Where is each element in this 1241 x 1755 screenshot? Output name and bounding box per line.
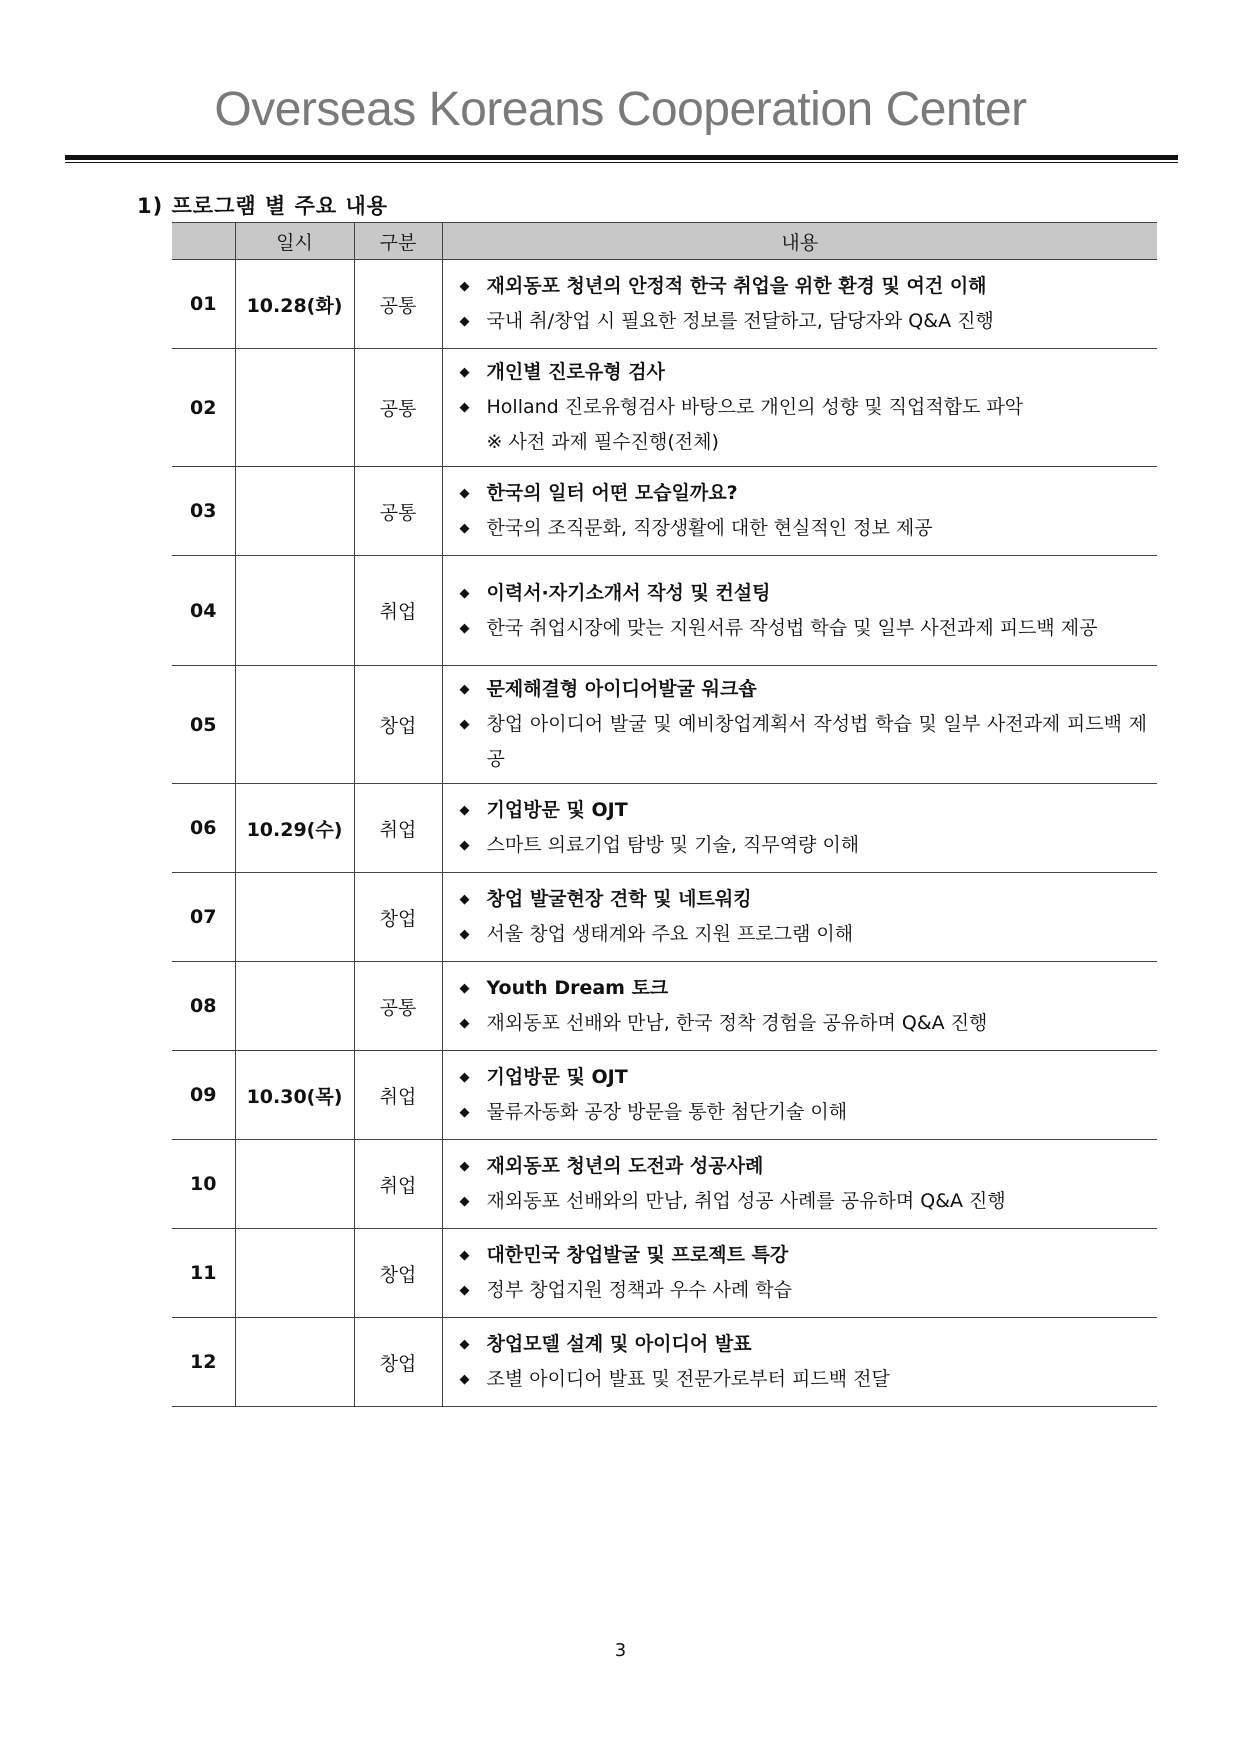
row-number: 09 [172,1051,235,1140]
row-date [235,666,354,784]
table-header-row [172,223,1157,260]
content-description [455,1095,1148,1130]
row-type: 취업 [354,784,442,873]
content-title [455,576,1148,611]
diamond-bullet-icon: ◆ [459,1372,470,1387]
table-row [172,260,1157,349]
row-content [442,1318,1157,1407]
content-description-text: 정부 창업지원 정책과 우수 사례 학습 [486,1279,793,1301]
row-date [235,1140,354,1229]
content-description-text: 창업 아이디어 발굴 및 예비창업계획서 작성법 학습 및 일부 사전과제 피드백 제공 [486,713,1147,770]
content-title [455,1060,1148,1095]
row-number: 04 [172,556,235,666]
content-title [455,476,1148,511]
diamond-bullet-icon: ◆ [459,682,470,697]
content-title-text: 재외동포 청년의 안정적 한국 취업을 위한 환경 및 여건 이해 [486,275,987,297]
diamond-bullet-icon: ◆ [459,927,470,942]
row-number: 11 [172,1229,235,1318]
diamond-bullet-icon: ◆ [459,1337,470,1352]
row-type: 창업 [354,1318,442,1407]
table-row [172,1140,1157,1229]
row-number: 07 [172,873,235,962]
diamond-bullet-icon: ◆ [459,1194,470,1209]
table-row [172,1318,1157,1407]
content-note [455,425,1148,460]
row-date [235,873,354,962]
content-note-text: ※ 사전 과제 필수진행(전체) [486,431,719,453]
content-description [455,917,1148,952]
content-description [455,390,1148,425]
diamond-bullet-icon: ◆ [459,803,470,818]
content-title-text: 한국의 일터 어떤 모습일까요? [486,482,738,504]
column-header-content: 내용 [442,223,1157,260]
content-title-text: 창업 발굴현장 견학 및 네트워킹 [486,888,752,910]
row-type: 창업 [354,666,442,784]
row-date: 10.30(목) [235,1051,354,1140]
row-type: 공통 [354,962,442,1051]
content-title [455,882,1148,917]
row-content [442,1140,1157,1229]
header-divider-thick [65,155,1178,160]
row-type: 창업 [354,1229,442,1318]
row-type: 창업 [354,873,442,962]
row-date: 10.28(화) [235,260,354,349]
table-row [172,1229,1157,1318]
row-date: 10.29(수) [235,784,354,873]
row-content [442,962,1157,1051]
content-description-text: 국내 취/창업 시 필요한 정보를 전달하고, 담당자와 Q&A 진행 [486,310,994,332]
row-number: 08 [172,962,235,1051]
content-description-text: 물류자동화 공장 방문을 통한 첨단기술 이해 [486,1101,848,1123]
diamond-bullet-icon: ◆ [459,400,470,415]
row-number: 12 [172,1318,235,1407]
content-description-text: 재외동포 선배와 만남, 한국 정착 경험을 공유하며 Q&A 진행 [486,1012,988,1034]
diamond-bullet-icon: ◆ [459,892,470,907]
diamond-bullet-icon: ◆ [459,1016,470,1031]
diamond-bullet-icon: ◆ [459,838,470,853]
row-content [442,260,1157,349]
content-title [455,672,1148,707]
content-title [455,1238,1148,1273]
content-title-text: 대한민국 창업발굴 및 프로젝트 특강 [486,1244,789,1266]
table-row [172,784,1157,873]
row-type: 공통 [354,349,442,467]
row-type: 공통 [354,260,442,349]
diamond-bullet-icon: ◆ [459,486,470,501]
row-date [235,349,354,467]
row-content [442,666,1157,784]
diamond-bullet-icon: ◆ [459,521,470,536]
content-title [455,1149,1148,1184]
row-number: 01 [172,260,235,349]
diamond-bullet-icon: ◆ [459,1283,470,1298]
content-description-text: 한국의 조직문화, 직장생활에 대한 현실적인 정보 제공 [486,517,933,539]
column-header-no [172,223,235,260]
row-type: 공통 [354,467,442,556]
content-description-text: Holland 진로유형검사 바탕으로 개인의 성향 및 직업적합도 파악 [486,396,1024,418]
row-date [235,556,354,666]
program-table [172,222,1157,1407]
row-date [235,1318,354,1407]
content-title [455,269,1148,304]
content-title [455,793,1148,828]
content-title-text: Youth Dream 토크 [486,977,669,999]
row-content [442,467,1157,556]
row-content [442,873,1157,962]
content-description [455,1362,1148,1397]
content-description-text: 재외동포 선배와의 만남, 취업 성공 사례를 공유하며 Q&A 진행 [486,1190,1006,1212]
row-number: 06 [172,784,235,873]
diamond-bullet-icon: ◆ [459,620,470,636]
content-title-text: 이력서·자기소개서 작성 및 컨설팅 [486,581,771,604]
content-title-text: 문제해결형 아이디어발굴 워크숍 [486,678,757,700]
row-date [235,1229,354,1318]
diamond-bullet-icon: ◆ [459,1070,470,1085]
row-type: 취업 [354,1140,442,1229]
row-number: 02 [172,349,235,467]
row-content [442,784,1157,873]
content-description-text: 스마트 의료기업 탐방 및 기술, 직무역량 이해 [486,834,860,856]
page-header-title: Overseas Koreans Cooperation Center [214,83,1027,136]
row-content [442,1229,1157,1318]
content-description-text: 서울 창업 생태계와 주요 지원 프로그램 이해 [486,923,854,945]
content-description-text: 조별 아이디어 발표 및 전문가로부터 피드백 전달 [486,1368,890,1390]
content-description [455,304,1148,339]
table-row [172,556,1157,666]
row-date [235,962,354,1051]
content-title-text: 개인별 진로유형 검사 [486,361,665,383]
row-content [442,1051,1157,1140]
content-title-text: 재외동포 청년의 도전과 성공사례 [486,1155,764,1177]
table-row [172,1051,1157,1140]
content-description [455,1184,1148,1219]
row-content [442,349,1157,467]
column-header-type: 구분 [354,223,442,260]
diamond-bullet-icon: ◆ [459,1248,470,1263]
content-description [455,828,1148,863]
row-content [442,556,1157,666]
content-title [455,1327,1148,1362]
diamond-bullet-icon: ◆ [459,981,470,996]
content-title-text: 기업방문 및 OJT [486,1066,628,1088]
diamond-bullet-icon: ◆ [459,365,470,380]
table-row [172,467,1157,556]
table-row [172,962,1157,1051]
table-row [172,349,1157,467]
diamond-bullet-icon: ◆ [459,717,470,732]
diamond-bullet-icon: ◆ [459,279,470,294]
section-title: 1) 프로그램 별 주요 내용 [137,194,389,218]
row-type: 취업 [354,556,442,666]
column-header-date: 일시 [235,223,354,260]
diamond-bullet-icon: ◆ [459,314,470,329]
row-number: 05 [172,666,235,784]
content-description [455,611,1148,646]
row-date [235,467,354,556]
content-description [455,1273,1148,1308]
table-row [172,666,1157,784]
row-number: 03 [172,467,235,556]
content-title [455,355,1148,390]
diamond-bullet-icon: ◆ [459,1159,470,1174]
diamond-bullet-icon: ◆ [459,585,470,601]
content-description-text: 한국 취업시장에 맞는 지원서류 작성법 학습 및 일부 사전과제 피드백 제공 [486,616,1098,639]
content-description [455,511,1148,546]
row-number: 10 [172,1140,235,1229]
header-divider-thin [65,162,1178,163]
table-row [172,873,1157,962]
content-title [455,971,1148,1006]
page-number: 3 [614,1640,627,1661]
diamond-bullet-icon: ◆ [459,1105,470,1120]
content-description [455,1006,1148,1041]
content-description [455,707,1148,777]
content-title-text: 기업방문 및 OJT [486,799,628,821]
content-title-text: 창업모델 설계 및 아이디어 발표 [486,1333,752,1355]
row-type: 취업 [354,1051,442,1140]
